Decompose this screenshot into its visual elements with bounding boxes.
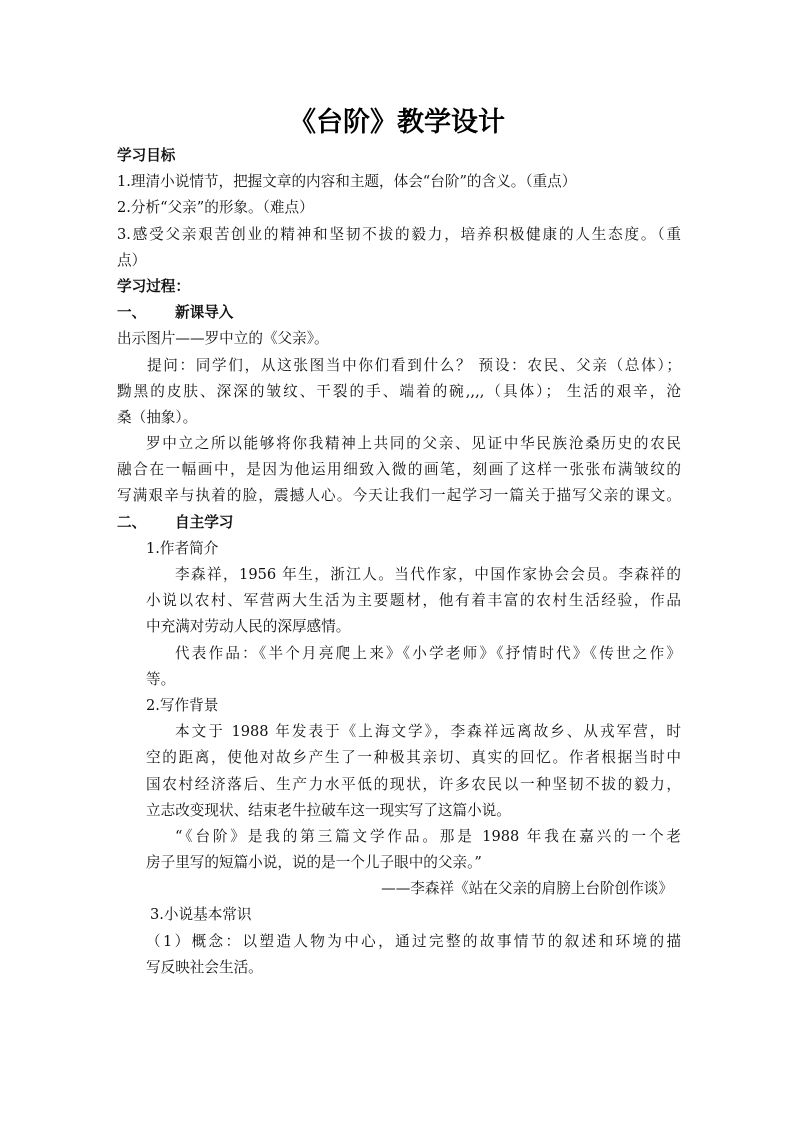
section-1-para-2-line-2: 黝黑的皮肤、深深的皱纹、干裂的手、端着的碗,,,,（具体）； 生活的艰辛，沧 bbox=[117, 382, 681, 400]
quote-attribution: ——李森祥《站在父亲的肩膀上台阶创作谈》 bbox=[381, 880, 673, 898]
section-1-para-3-line-1: 罗中立之所以能够将你我精神上共同的父亲、见证中华民族沧桑历史的农民 bbox=[146, 435, 681, 453]
section-2-number: 二、 bbox=[117, 513, 147, 531]
goal-item-3-line-2: 点） bbox=[117, 251, 147, 269]
section-2-title: 自主学习 bbox=[175, 513, 234, 531]
section-1-number: 一、 bbox=[117, 304, 147, 322]
sub-3-para-1-line-1: （1）概念：以塑造人物为中心，通过完整的故事情节的叙述和环境的描 bbox=[146, 932, 681, 950]
sub-1-para-1-line-1: 李森祥，1956 年生，浙江人。当代作家，中国作家协会会员。李森祥的 bbox=[175, 566, 681, 583]
sub-2-para-1-line-1: 本文于 1988 年发表于《上海文学》，李森祥远离故乡、从戎军营，时 bbox=[175, 723, 681, 741]
sub-1-para-2-line-1: 代表作品：《半个月亮爬上来》《小学老师》《抒情时代》《传世之作》 bbox=[175, 644, 681, 662]
sub-2-para-1-line-3: 国农村经济落后、生产力水平低的现状，许多农民以一种坚韧不拔的毅力， bbox=[146, 775, 681, 793]
sub-1-para-1-line-3: 中充满对劳动人民的深厚感情。 bbox=[146, 618, 351, 636]
document-body bbox=[117, 143, 681, 981]
section-1-para-3-line-2: 融合在一幅画中，是因为他运用细致入微的画笔，刻画了这样一张张布满皱纹的 bbox=[117, 461, 681, 479]
sub-3-heading: 3.小说基本常识 bbox=[150, 906, 252, 924]
section-1-heading bbox=[117, 300, 681, 326]
quote-line-2: 房子里写的短篇小说，说的是一个儿子眼中的父亲。” bbox=[146, 854, 482, 872]
quote-line-1: “《台阶》是我的第三篇文学作品。那是 1988 年我在嘉兴的一个老 bbox=[175, 827, 681, 845]
sub-2-para-1-line-2: 空的距离，使他对故乡产生了一种极其亲切、真实的回忆。作者根据当时中 bbox=[146, 749, 681, 767]
section-2-heading bbox=[117, 510, 681, 536]
section-1-title: 新课导入 bbox=[175, 304, 234, 322]
goal-item-3-line-1: 3.感受父亲艰苦创业的精神和坚韧不拔的毅力，培养积极健康的人生态度。（重 bbox=[117, 225, 681, 243]
sub-3-para-1-line-2: 写反映社会生活。 bbox=[146, 958, 263, 976]
goals-heading: 学习目标 bbox=[117, 147, 176, 164]
sub-2-heading: 2.写作背景 bbox=[146, 696, 219, 714]
section-1-para-2-line-3: 桑（抽象）。 bbox=[117, 408, 198, 426]
document-title: 《台阶》教学设计 bbox=[289, 107, 505, 138]
process-heading: 学习过程： bbox=[117, 277, 190, 295]
sub-1-heading: 1.作者简介 bbox=[146, 539, 219, 557]
section-1-para-3-line-3: 写满艰辛与执着的脸，震撼人心。今天让我们一起学习一篇关于描写父亲的课文。 bbox=[117, 487, 681, 505]
goal-item-2: 2.分析“父亲”的形象。（难点） bbox=[117, 199, 314, 217]
goal-item-1: 1.理清小说情节，把握文章的内容和主题，体会“台阶”的含义。（重点） bbox=[117, 173, 577, 191]
sub-1-para-1-line-2: 小说以农村、军营两大生活为主要题材，他有着丰富的农村生活经验，作品 bbox=[146, 592, 681, 610]
section-1-para-2-line-1: 提问：同学们，从这张图当中你们看到什么？ 预设：农民、父亲（总体）； bbox=[147, 356, 681, 374]
sub-2-para-1-line-4: 立志改变现状、结束老牛拉破车这一现实写了这篇小说。 bbox=[146, 801, 511, 819]
section-1-para-1: 出示图片——罗中立的《父亲》。 bbox=[117, 330, 329, 348]
sub-1-para-2-line-2: 等。 bbox=[146, 670, 176, 688]
